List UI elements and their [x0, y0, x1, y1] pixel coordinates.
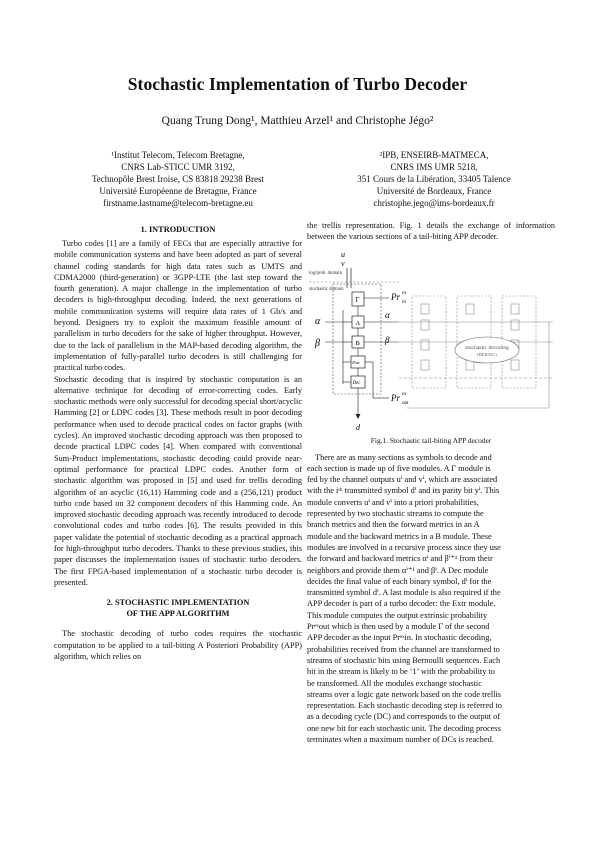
- label-beta-out: β: [385, 334, 390, 345]
- neighbour-module: [421, 340, 429, 350]
- affiliation-line: Technopôle Brest Iroise, CS 83818 29238 Brest: [91, 174, 265, 184]
- label-pr-in-sub: in: [402, 299, 406, 305]
- affiliation-left: [44, 149, 312, 209]
- label-pr-out-sub: out: [402, 400, 409, 406]
- label-pr-out-ex: ex: [402, 391, 407, 397]
- label-cloud-sub: (BER/DC): [477, 351, 497, 357]
- intro-paragraph-2: Stochastic decoding that is inspired by stochastic computation is an alternative technique for decoding of error-correcting codes. Early stochastic methods were only successful for decoding special short/acyclic Hamming [2] or LDPC codes [3]. These methods result in poor decoding performance when used to decode practical codes on factor graphs (with cycles). An improved stochastic decoding approach was then proposed to decode practical LDPC codes [4]. When compared with conventional Sum-Product implementations, stochastic decoding could provide near-optimal performance for practical LDPC codes. Another form of stochastic algorithm was proposed in [5] and used for trellis decoding algorithm of an acyclic (16,11) Hamming code and a (256,121) product turbo code based on 32 component decoders of this Hamming code. An improved stochastic decoding approach was recently introduced to decode convolutional codes and turbo codes [6]. The results provided in this paper validate the potential of stochastic decoding as a practical approach for high-throughput turbo decoders. Thanks to these previous studies, this paper discusses the implementation issues of stochastic turbo decoders. The first FPGA-based implementation of a stochastic turbo decoder is presented.: [54, 374, 302, 587]
- paper-authors: Quang Trung Dong¹, Matthieu Arzel¹ and Christophe Jégo²: [161, 115, 434, 127]
- label-cloud: stochastic decoding: [465, 344, 509, 351]
- neighbour-module: [511, 320, 519, 330]
- text-line: This module computes the output extrinsic probability: [307, 610, 488, 620]
- decoder-diagram: [307, 248, 555, 434]
- right-column: [307, 220, 555, 745]
- neighbour-module: [511, 360, 519, 370]
- label-v: v: [341, 258, 345, 268]
- text-line: neighbors and provide them αⁱ⁺¹ and βⁱ. A Dec module: [307, 565, 489, 575]
- intro-paragraph-1: Turbo codes [1] are a family of FECs that are especially attractive for mobile communication systems and have been adopted as part of several channel coding standards for high data rates such as UMTS and CDMA2000 (third-generation) or 3GPP-LTE (the last step toward the fourth generation). A major challenge in the implementation of turbo decoders is high-throughput decoding. Indeed, the next generations of mobile communication systems will require data rates of 1 Gb/s and beyond. Designers try to exploit the maximum feasible amount of parallelism in turbo decoders for the sake of higher throughput. However, due to the lack of parallelism in the MAP-based decoding algorithm, the implementation of fully-parallel turbo decoders is still challenging for practical turbo codes.: [54, 239, 302, 373]
- right-top-paragraph: the trellis representation. Fig. 1 details the exchange of information between the various sections of a tail-biting APP decoder.: [307, 221, 555, 242]
- label-gamma: Γ: [355, 295, 360, 304]
- section2-paragraph-1: The stochastic decoding of turbo codes requires the stochastic computation to be applied to a tail-biting A Posteriori Probability (APP) algorithm, which relies on: [54, 629, 302, 661]
- affiliation-line: Université Européenne de Bretagne, France: [99, 186, 257, 196]
- label-pr-in: Pr: [391, 291, 400, 302]
- text-line: represented by two stochastic streams to compute the: [307, 509, 484, 519]
- paper-title: Stochastic Implementation of Turbo Decoder: [127, 74, 468, 94]
- affiliation-line: ²IPB, ENSEIRB-MATMECA,: [379, 150, 489, 160]
- label-extr: Extr: [352, 359, 361, 365]
- neighbour-module: [421, 304, 429, 314]
- figure-caption: Fig.1. Stochastic tail-biting APP decoder: [370, 435, 492, 445]
- text-line: probabilities received from the channel are transformed to: [307, 644, 500, 654]
- text-line: transmitted symbol dⁱ. A last module is also required if the: [307, 588, 501, 598]
- section-heading-stochastic-line1: 2. STOCHASTIC IMPLEMENTATION: [106, 598, 250, 608]
- text-line: decides the final value of each binary symbol, dⁱ for the: [307, 576, 492, 586]
- text-line: streams of stochastic bits using Bernoulli sequences. Each: [307, 655, 501, 665]
- text-line: one new bit for each stochastic unit. The decoding process: [307, 723, 501, 733]
- affiliation-line: ¹Institut Telecom, Telecom Bretagne,: [111, 150, 245, 160]
- affiliation-line: Université de Bordeaux, France: [376, 186, 492, 196]
- text-line: terminates when a maximum number of DCs is reached.: [307, 735, 494, 745]
- label-u: u: [341, 249, 345, 259]
- text-line: APP decoder as the input Prᵉˣin. In stochastic decoding,: [307, 633, 492, 643]
- affiliation-right: [300, 149, 568, 209]
- label-dec: Dec: [352, 380, 361, 386]
- neighbour-module: [511, 304, 519, 314]
- label-alpha-out: α: [385, 309, 390, 320]
- text-line: streams over a logic gate network based on the code trellis: [307, 689, 501, 699]
- text-line: representation. Each stochastic decoding step is referred to: [307, 701, 502, 711]
- text-line: module converts uⁱ and vⁱ into a priori probabilities,: [307, 497, 479, 507]
- text-line: with the iᵗʰ transmitted symbol dⁱ and its parity bit yⁱ. This: [307, 486, 500, 496]
- label-stoch-domain: stochastic domain: [309, 286, 344, 292]
- text-line: Prᵉˣout which is then used by a module Γ of the second: [307, 622, 490, 632]
- email-address: firstname.lastname@telecom-bretagne.eu: [103, 198, 253, 208]
- label-prob-domain: log/prob. domain: [309, 270, 343, 276]
- label-A: A: [355, 319, 361, 327]
- text-line: each section is made up of five modules. A Γ module is: [307, 463, 491, 473]
- text-line: be transformed. All the modules exchange stochastic: [307, 678, 482, 688]
- affiliation-line: 351 Cours de la Libération, 33405 Talence: [357, 174, 511, 184]
- neighbour-module: [421, 320, 429, 330]
- neighbour-module: [466, 304, 474, 314]
- email-address: christophe.jego@ims-bordeaux.fr: [373, 198, 495, 208]
- section-heading-introduction: 1. INTRODUCTION: [140, 225, 216, 234]
- text-line: branch metrics and then the forward metrics in an A: [307, 520, 480, 530]
- label-alpha-in: α: [315, 315, 321, 327]
- label-B: B: [355, 339, 360, 347]
- text-line: fed by the channel outputs uⁱ and vⁱ, which are associated: [307, 475, 498, 485]
- label-pr-in-ex: ex: [402, 290, 407, 296]
- label-d: d: [356, 422, 360, 432]
- affiliation-line: CNRS IMS UMR 5218,: [390, 162, 478, 172]
- text-line: as a decoding cycle (DC) and corresponds to the output of: [307, 712, 501, 722]
- label-beta-in: β: [315, 337, 320, 349]
- left-column: [54, 224, 302, 662]
- label-pr-out: Pr: [391, 392, 400, 403]
- text-line: bit in the stream is likely to be ‘1’ with the probability to: [307, 667, 495, 677]
- neighbour-module: [421, 360, 429, 370]
- text-line: APP decoder is part of a turbo decoder: the Extr module.: [307, 599, 496, 609]
- text-line: module and the backward metrics in a B module. These: [307, 531, 492, 541]
- text-line: modules are involved in a recursive process since they use: [307, 542, 501, 552]
- right-paragraph-1: [307, 452, 555, 746]
- text-line: the forward and backward metrics αⁱ and βⁱ⁺¹ from their: [307, 554, 493, 564]
- affiliation-line: CNRS Lab-STICC UMR 3192,: [121, 162, 235, 172]
- text-line: There are as many sections as symbols to decode and: [315, 452, 492, 462]
- figure-app-decoder: [307, 248, 555, 434]
- section-heading-stochastic-line2: OF THE APP ALGORITHM: [126, 609, 230, 619]
- decision-arrow: [356, 414, 361, 419]
